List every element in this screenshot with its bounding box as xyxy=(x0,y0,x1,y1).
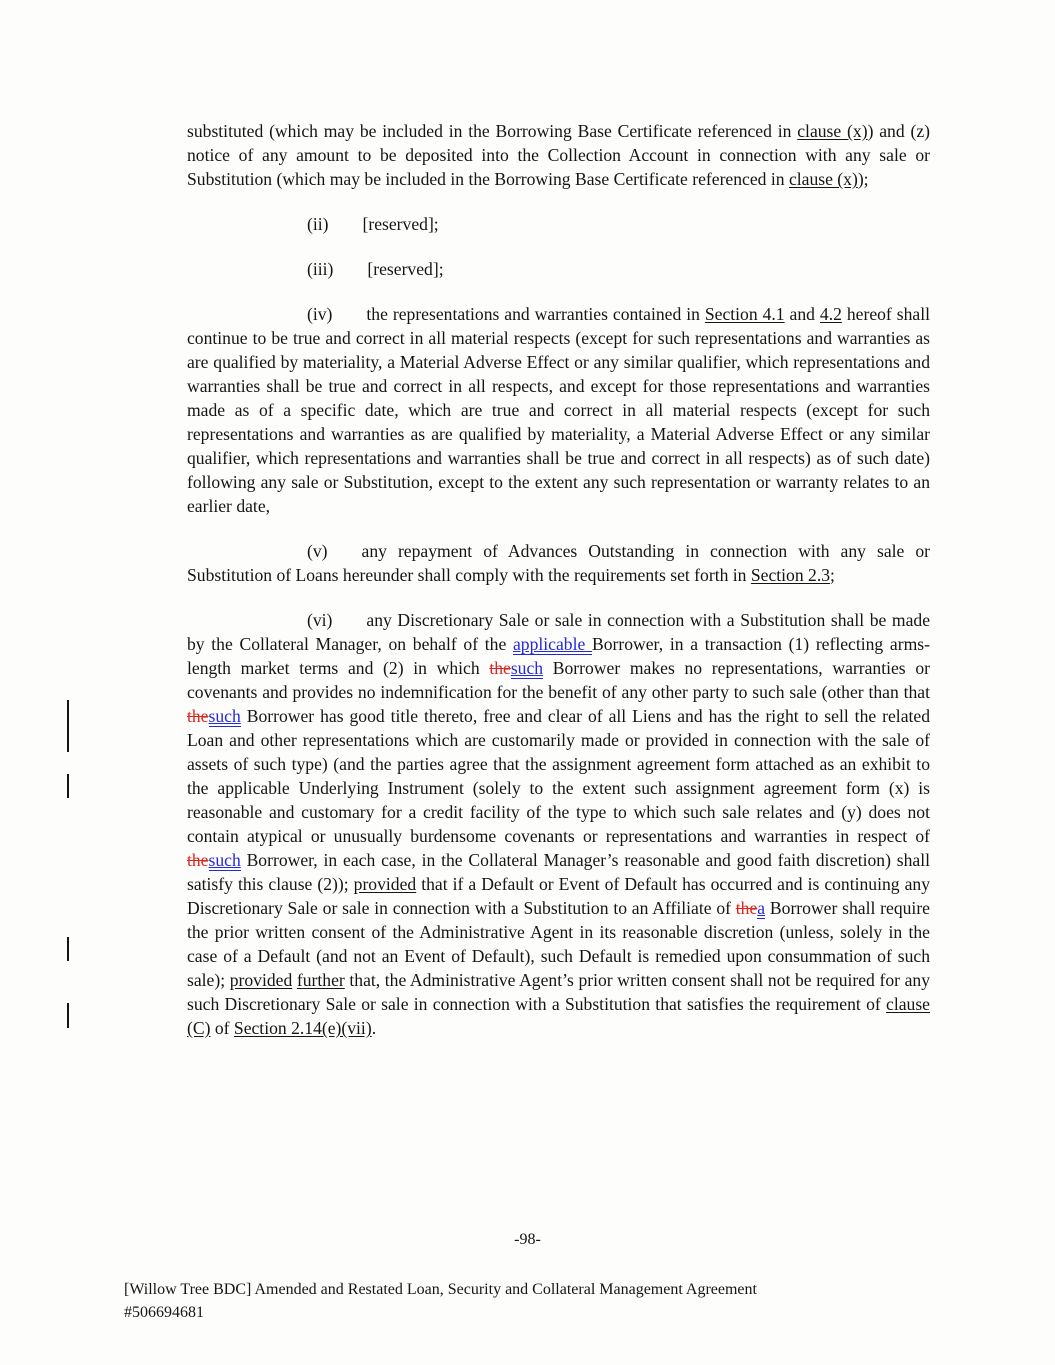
text-run: any Discretionary Sale or sale in connection with a Substitution shall be made by the Collateral Manager, on behalf of the xyxy=(187,610,930,654)
text-run: (vi) xyxy=(307,610,333,630)
text-run: that if a Default or Event of Default has occurred and is continuing any Discretionary Sale or sale in connection with a Substitution to an Affiliate of xyxy=(187,874,930,918)
inserted-text: applicable xyxy=(513,634,592,654)
item-ii xyxy=(187,212,930,236)
underlined-text: Section 4.1 xyxy=(704,304,785,324)
text-run: Borrower makes no representations, warranties or covenants and provides no indemnification for the benefit of any other party to such sale (other than that xyxy=(187,658,930,702)
text-run: [reserved]; xyxy=(367,259,444,279)
item-iii xyxy=(187,257,930,281)
document-body xyxy=(187,119,930,1061)
deleted-text: the xyxy=(735,898,758,918)
item-v xyxy=(187,539,930,587)
text-run: ; xyxy=(830,565,835,585)
text-run: any repayment of Advances Outstanding in connection with any sale or Substitution of Loans hereunder shall comply with the requirements set forth in xyxy=(187,541,930,585)
inserted-text: such xyxy=(208,706,241,726)
text-run: Borrower, in each case, in the Collateral Manager’s reasonable and good faith discretion) shall satisfy this clause (2)); xyxy=(187,850,930,894)
text-run: ); xyxy=(857,169,869,189)
text-run: . xyxy=(371,1018,377,1038)
text-run: that, the Administrative Agent’s prior written consent shall not be required for any such Discretionary Sale or sale in connection with a Substitution that satisfies the requirement of xyxy=(187,970,930,1014)
paragraph-continuation xyxy=(187,119,930,191)
revision-change-bar xyxy=(67,774,69,798)
underlined-text: further xyxy=(296,970,345,990)
text-run: ) and (z) notice of any amount to be deposited into the Collection Account in connection with any sale or Substitution (which may be included in the Borrowing Base Certificate referenced in xyxy=(187,121,931,189)
underlined-text: clause (C) xyxy=(187,994,930,1038)
page-number: -98- xyxy=(514,1231,541,1248)
underlined-text: provided xyxy=(229,970,293,990)
inserted-text: a xyxy=(757,898,766,918)
underlined-text: 4.2 xyxy=(819,304,842,324)
text-run: (v) xyxy=(307,541,328,561)
text-run: (iv) xyxy=(307,304,333,324)
inserted-text: such xyxy=(208,850,241,870)
text-run: of xyxy=(210,1018,234,1038)
revision-change-bar xyxy=(67,1003,69,1028)
underlined-text: provided xyxy=(353,874,417,894)
text-run: (ii) xyxy=(307,214,329,234)
revision-change-bar xyxy=(67,937,69,961)
text-run: Borrower has good title thereto, free and clear of all Liens and has the right to sell the related Loan and other representations which are customarily made or provided in connection with the sale of assets of such type) (and the parties agree that the assignment agreement form attached as an exhibit to the applicable Underlying Instrument (solely to the extent such assignment agreement form (x) is reasonable and customary for a credit facility of the type to which such sale relates and (y) does not contain atypical or unusually burdensome covenants or representations and warranties in respect of xyxy=(187,706,930,846)
text-run: [reserved]; xyxy=(362,214,439,234)
text-run: substituted (which may be included in the Borrowing Base Certificate referenced in xyxy=(187,121,798,141)
underlined-text: Section 2.14(e)(vii) xyxy=(233,1018,372,1038)
item-iv xyxy=(187,302,930,518)
document-footer xyxy=(124,1278,884,1324)
footer-doc-number: #506694681 xyxy=(124,1304,204,1321)
deleted-text: the xyxy=(187,850,209,870)
underlined-text: clause (x) xyxy=(797,121,868,141)
text-run: (iii) xyxy=(307,259,334,279)
inserted-text: such xyxy=(510,658,544,678)
text-run: hereof shall continue to be true and correct in all material respects (except for such representations and warranties as are qualified by materiality, a Material Adverse Effect or any similar qualifier, which representations and warranties shall be true and correct in all respects, and except for those representations and warranties made as of a specific date, which are true and correct in all material respects (except for such representations and warranties as are qualified by materiality, a Material Adverse Effect or any similar qualifier, which representations and warranties shall be true and correct in all respects) as of such date) following any sale or Substitution, except to the extent any such representation or warranty relates to an earlier date, xyxy=(187,304,930,516)
deleted-text: the xyxy=(187,706,209,726)
deleted-text: the xyxy=(489,658,511,678)
item-vi xyxy=(187,608,930,1040)
text-run: Borrower shall require the prior written consent of the Administrative Agent in its reasonable discretion (unless, solely in the case of a Default (and not an Event of Default), such Default is remedied upon consummation of such sale); xyxy=(187,898,930,990)
text-run: the representations and warranties contained in xyxy=(366,304,705,324)
text-run: Borrower, in a transaction (1) reflecting arms-length market terms and (2) in which xyxy=(187,634,930,678)
underlined-text: Section 2.3 xyxy=(750,565,831,585)
revision-change-bar xyxy=(67,700,69,752)
text-run: and xyxy=(784,304,820,324)
underlined-text: clause (x) xyxy=(788,169,858,189)
footer-doc-title: [Willow Tree BDC] Amended and Restated Loan, Security and Collateral Management Agreement xyxy=(124,1281,757,1298)
